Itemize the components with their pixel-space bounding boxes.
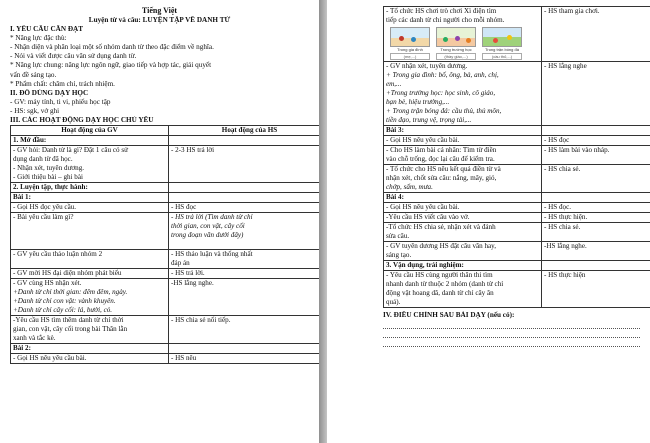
text-line: sáng tạo.	[386, 251, 412, 259]
table-row	[384, 261, 650, 271]
text-line	[13, 222, 166, 231]
student-activity-cell	[542, 203, 650, 213]
text-line: em,...	[386, 80, 402, 88]
picture-strip	[386, 25, 539, 61]
text-line: vào chỗ trống, đọc lại câu để kiểm tra.	[386, 155, 495, 163]
student-activity-cell	[169, 354, 320, 364]
section-heading: III. CÁC HOẠT ĐỘNG DẠY HỌC CHỦ YẾU	[10, 116, 154, 125]
teacher-activity-cell	[384, 213, 542, 223]
student-activity-cell	[542, 126, 650, 136]
student-activity-cell	[542, 261, 650, 271]
text-line: tiền đạo, trung vệ, trọng tài,...	[386, 116, 472, 124]
table-row	[384, 193, 650, 203]
table-row	[11, 146, 320, 183]
text-line: gian, con vật, cây cối trong bài Thăn lằn	[13, 325, 128, 334]
teacher-activity-cell	[11, 354, 169, 364]
text-line: - GV cùng HS nhận xét.	[13, 279, 82, 288]
student-activity-cell	[542, 223, 650, 242]
text-line: Bài 3:	[386, 126, 404, 134]
text-line: - HS nêu	[171, 354, 197, 363]
picture-school: Trong trường học (thầy giáo,...)	[436, 27, 476, 60]
text-line: dụng danh từ đã học.	[13, 155, 73, 164]
page-gap	[319, 0, 327, 443]
text-line: 2. Luyện tập, thực hành:	[13, 183, 88, 192]
student-activity-cell	[169, 213, 320, 250]
text-line: - HS đọc	[171, 203, 197, 212]
text-line: - HS làm bài vào nháp.	[544, 146, 610, 154]
blank-line	[383, 321, 640, 329]
text-line: - GV mời HS đại diện nhóm phát biểu	[13, 269, 122, 278]
student-activity-cell	[542, 146, 650, 165]
document-page-right	[327, 0, 650, 443]
text-line: - Nhận diện và phân loại một số nhóm danh từ theo đặc điểm về nghĩa.	[10, 43, 214, 52]
text-line: nhanh danh từ thuộc 2 nhóm (danh từ chỉ	[386, 280, 504, 288]
text-line: - HS chia sẻ nối tiếp.	[171, 316, 231, 325]
table-row	[11, 316, 320, 344]
text-line: -Yêu cầu HS viết câu vào vở.	[386, 213, 470, 221]
student-activity-cell	[169, 203, 320, 213]
text-line: nhận xét, chốt sửa câu: nắng, mây, gió,	[386, 174, 497, 182]
text-line: - HS trả lời (Tìm danh từ chỉ	[171, 213, 253, 222]
text-line: - GV: máy tính, ti vi, phiếu học tập	[10, 97, 111, 106]
teacher-activity-cell	[11, 269, 169, 279]
text-line: - Nói và viết được câu văn sử dụng danh từ.	[10, 52, 137, 61]
text-line: -Yêu cầu HS tìm thêm danh từ chỉ thời	[13, 316, 124, 325]
table-row	[384, 165, 650, 193]
text-line: - HS chia sẻ.	[544, 223, 581, 231]
text-line: - Yêu cầu HS cùng người thân thi tìm	[386, 271, 493, 279]
student-activity-cell	[542, 271, 650, 308]
teacher-activity-cell	[384, 203, 542, 213]
text-line	[13, 231, 166, 240]
text-line: Bài 2:	[13, 344, 31, 353]
text-line: - GV hỏi: Danh từ là gì? Đặt 1 câu có sử	[13, 146, 128, 155]
lesson-title: Luyện từ và câu: LUYỆN TẬP VỀ DANH TỪ	[88, 16, 231, 24]
text-line: trong đoạn văn dưới đây)	[171, 231, 244, 240]
text-line: - GV tuyên dương HS đặt câu văn hay,	[386, 242, 497, 250]
text-line: - HS thực hiện.	[544, 213, 588, 221]
text-line: - Gọi HS đọc yêu cầu.	[13, 203, 77, 212]
student-activity-cell	[169, 279, 320, 316]
text-line: - Bài yêu cầu làm gì?	[13, 213, 74, 222]
student-activity-cell	[542, 193, 650, 203]
blank-line	[383, 330, 640, 338]
table-row	[384, 271, 650, 308]
table-row	[384, 136, 650, 146]
teacher-activity-cell	[384, 242, 542, 261]
table-row	[384, 146, 650, 165]
table-header-row	[11, 126, 320, 136]
teacher-activity-cell	[384, 146, 542, 165]
text-line: - HS thực hiện	[544, 271, 586, 279]
text-line: đáp án	[171, 259, 190, 268]
section-heading: I. YÊU CẦU CẦN ĐẠT	[10, 25, 84, 34]
text-line: - 2-3 HS trả lời	[171, 146, 215, 155]
text-line: - Gọi HS nêu yêu cầu bài.	[386, 203, 460, 211]
text-line: vấn đề sáng tạo.	[10, 70, 57, 79]
text-line: động vật hoang dã, danh từ chỉ cây ăn	[386, 289, 494, 297]
lesson-subject-title: Tiếng Việt	[141, 6, 178, 15]
text-line: 3. Vận dụng, trải nghiệm:	[386, 261, 464, 269]
text-line: -HS lắng nghe.	[171, 279, 214, 288]
teacher-activity-cell	[384, 271, 542, 308]
table-row	[11, 213, 320, 250]
teacher-activity-cell	[11, 146, 169, 183]
text-line: +Danh từ chỉ con vật: vành khuyên.	[13, 297, 116, 306]
teacher-activity-cell	[11, 316, 169, 344]
activity-table-right	[383, 6, 650, 308]
text-line: sửa câu.	[386, 232, 410, 240]
header-student: Hoạt động của HS	[169, 126, 320, 136]
text-line	[13, 240, 166, 249]
document-page-left	[0, 0, 319, 443]
text-line: * Năng lực chung: năng lực ngôn ngữ, giao tiếp và hợp tác, giải quyết	[10, 61, 212, 70]
table-row	[384, 242, 650, 261]
text-line: - HS: sgk, vở ghi	[10, 106, 60, 115]
teacher-activity-cell	[384, 136, 542, 146]
text-line: 1. Mở đầu:	[13, 136, 47, 145]
student-activity-cell	[169, 136, 320, 146]
picture-football: Trong trận bóng đá (cầu thủ,...)	[482, 27, 522, 60]
text-line: - GV yêu cầu thảo luận nhóm 2	[13, 250, 103, 259]
text-line: - Cho HS làm bài cá nhân: Tìm từ điền	[386, 146, 497, 154]
text-line: xanh và tắc kè.	[13, 334, 56, 343]
teacher-activity-cell	[11, 344, 169, 354]
text-line: + Trong trận bóng đá: cầu thủ, thủ môn,	[386, 107, 502, 115]
text-line: - Tổ chức cho HS nêu kết quả điền từ và	[386, 165, 501, 173]
text-line: - GV nhận xét, tuyên dương.	[386, 62, 468, 70]
table-row	[384, 126, 650, 136]
teacher-activity-cell	[384, 193, 542, 203]
text-line: +Trong trường học: học sinh, cô giáo,	[386, 89, 496, 97]
text-line: quả).	[386, 298, 401, 306]
teacher-activity-cell	[11, 183, 169, 193]
text-line: -HS lắng nghe.	[544, 242, 587, 250]
table-row	[11, 136, 320, 146]
text-line: - HS đọc.	[544, 203, 571, 211]
text-line: +Danh từ chỉ thời gian: đêm đêm, ngày.	[13, 288, 128, 297]
text-line: bạn bè, hiệu trưởng,...	[386, 98, 450, 106]
table-row	[384, 62, 650, 126]
text-line: - HS đọc	[544, 136, 570, 144]
student-activity-cell	[169, 269, 320, 279]
teacher-activity-cell	[11, 203, 169, 213]
student-activity-cell	[542, 62, 650, 126]
text-line: - HS chia sẻ.	[544, 165, 581, 173]
text-line: +Danh từ chỉ cây cối: lá, bưởi, cỏ.	[13, 306, 113, 315]
table-row	[11, 183, 320, 193]
lesson-intro	[10, 25, 309, 125]
text-line: -Tổ chức HS chia sẻ, nhận xét và đánh	[386, 223, 496, 231]
text-line: - Gọi HS nêu yêu cầu bài.	[13, 354, 87, 363]
teacher-activity-cell	[384, 126, 542, 136]
teacher-activity-cell	[11, 136, 169, 146]
text-line: chớp, sấm, mưa.	[386, 183, 433, 191]
text-line	[13, 259, 166, 268]
section-iv-heading: IV. ĐIỀU CHỈNH SAU BÀI DẠY (nếu có):	[383, 311, 515, 319]
teacher-activity-cell	[11, 250, 169, 269]
student-activity-cell	[542, 242, 650, 261]
teacher-activity-cell	[384, 62, 542, 126]
text-line: Bài 4:	[386, 193, 404, 201]
blank-line	[383, 339, 640, 347]
table-row	[11, 269, 320, 279]
table-row	[11, 193, 320, 203]
student-activity-cell	[542, 165, 650, 193]
text-line: Bài 1:	[13, 193, 31, 202]
table-row: - Tổ chức HS chơi trò chơi Xì điện tìm tiếp các danh từ chỉ người cho mỗi nhóm. Trong gia đình (mẹ,...) Trong trường học (thầy giáo,...) Trong trận bóng đá (cầu thủ,...) - HS tham gia chơi.	[384, 7, 650, 62]
table-row	[11, 279, 320, 316]
teacher-activity-cell	[384, 261, 542, 271]
student-activity-cell	[169, 146, 320, 183]
student-activity-cell	[169, 250, 320, 269]
text-line: - Nhận xét, tuyên dương.	[13, 164, 85, 173]
text-line: * Phẩm chất: chăm chỉ, trách nhiệm.	[10, 79, 115, 88]
teacher-activity-cell	[11, 213, 169, 250]
student-activity-cell	[169, 193, 320, 203]
text-line: + Trong gia đình: bố, ông, bà, anh, chị,	[386, 71, 499, 79]
teacher-activity-cell	[384, 165, 542, 193]
text-line: - HS thảo luận và thống nhất	[171, 250, 253, 259]
text-line: thời gian, con vật, cây cối	[171, 222, 245, 231]
text-line: - Gọi HS nêu yêu cầu bài.	[386, 136, 460, 144]
picture-family: Trong gia đình (mẹ,...)	[390, 27, 430, 60]
table-row	[384, 203, 650, 213]
header-teacher: Hoạt động của GV	[11, 126, 169, 136]
teacher-activity-cell	[11, 193, 169, 203]
student-activity-cell	[169, 183, 320, 193]
activity-table-left	[10, 125, 319, 364]
text-line: - HS trả lời.	[171, 269, 205, 278]
table-row	[11, 203, 320, 213]
student-activity-cell	[542, 136, 650, 146]
student-activity-cell	[169, 316, 320, 344]
table-row	[11, 250, 320, 269]
student-activity-cell	[169, 344, 320, 354]
table-row	[11, 344, 320, 354]
teacher-activity-cell	[11, 279, 169, 316]
table-row	[11, 354, 320, 364]
section-heading: II. ĐỒ DÙNG DẠY HỌC	[10, 88, 89, 97]
table-row	[384, 223, 650, 242]
teacher-activity-cell	[384, 223, 542, 242]
text-line: - Giới thiệu bài – ghi bài	[13, 173, 83, 182]
table-row	[384, 213, 650, 223]
text-line: - HS lắng nghe	[544, 62, 587, 70]
text-line: * Năng lực đặc thù:	[10, 34, 67, 43]
student-activity-cell	[542, 213, 650, 223]
